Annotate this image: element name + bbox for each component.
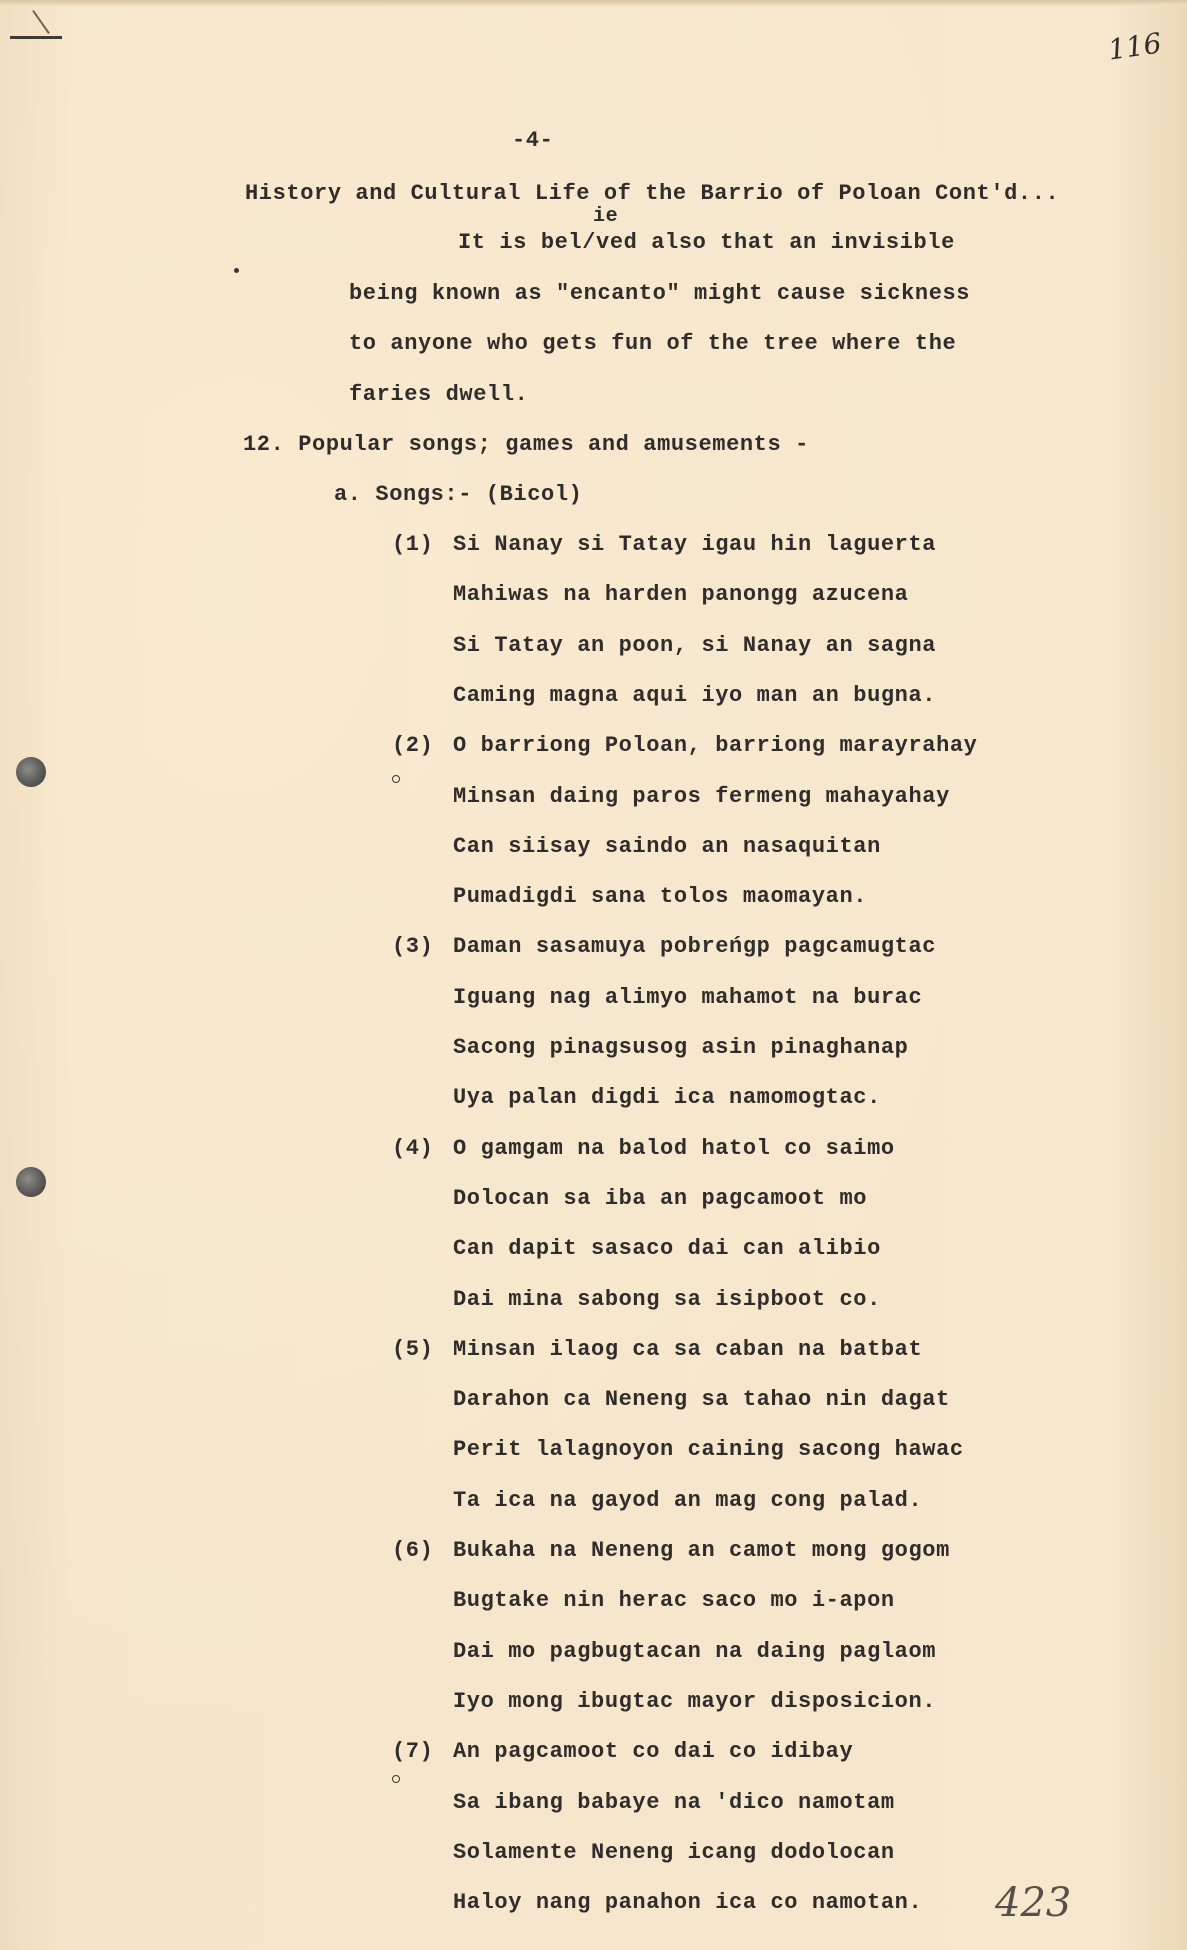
page-header-title: History and Cultural Life of the Barrio of Poloan Cont'd... xyxy=(245,181,1060,206)
song-line: Uya palan digdi ica namomogtac. xyxy=(453,1085,881,1110)
typed-correction: ie xyxy=(593,205,619,228)
ink-circle-mark xyxy=(392,1775,400,1783)
handwritten-folio-number: 116 xyxy=(1105,26,1164,67)
song-number: (3) xyxy=(392,934,434,960)
song-line: Mahiwas na harden panongg azucena xyxy=(453,582,909,607)
song-line: Daman sasamuya pobreńgp pagcamugtac xyxy=(453,934,937,959)
ink-dot xyxy=(234,268,239,273)
handwritten-page-stamp: 423 xyxy=(995,1880,1072,1926)
song-line: Dolocan sa iba an pagcamoot mo xyxy=(453,1186,868,1211)
song-line: Can dapit sasaco dai can alibio xyxy=(453,1236,881,1261)
binder-hole-icon xyxy=(16,757,46,787)
intro-line: to anyone who gets fun of the tree where the xyxy=(349,331,957,356)
song-line: Ta ica na gayod an mag cong palad. xyxy=(453,1488,923,1513)
corner-ink-mark xyxy=(10,36,62,39)
song-number: (7) xyxy=(392,1739,434,1765)
song-line: Sa ibang babaye na 'dico namotam xyxy=(453,1790,895,1815)
binder-hole-icon xyxy=(16,1167,46,1197)
song-line: Iyo mong ibugtac mayor disposicion. xyxy=(453,1689,937,1714)
song-line: Sacong pinagsusog asin pinaghanap xyxy=(453,1035,909,1060)
song-line: Perit lalagnoyon caining sacong hawac xyxy=(453,1437,964,1462)
song-number: (1) xyxy=(392,532,434,557)
intro-line: faries dwell. xyxy=(349,382,529,407)
song-line: Minsan ilaog ca sa caban na batbat xyxy=(453,1337,923,1362)
song-number: (2) xyxy=(392,733,434,759)
song-line: An pagcamoot co dai co idibay xyxy=(453,1739,854,1764)
section-subheading: a. Songs:- (Bicol) xyxy=(334,482,583,507)
song-line: Caming magna aqui iyo man an bugna. xyxy=(453,683,937,708)
intro-line: It is bel/ved also that an invisible xyxy=(458,230,955,255)
song-line: Darahon ca Neneng sa tahao nin dagat xyxy=(453,1387,950,1412)
song-line: Haloy nang panahon ica co namotan. xyxy=(453,1890,923,1915)
song-line: Minsan daing paros fermeng mahayahay xyxy=(453,784,950,809)
corner-ink-stroke xyxy=(32,10,50,34)
song-number: (5) xyxy=(392,1336,434,1362)
ink-circle-mark xyxy=(392,775,400,783)
song-line: Dai mina sabong sa isipboot co. xyxy=(453,1287,881,1312)
page-top-edge xyxy=(0,0,1187,6)
song-line: Si Nanay si Tatay igau hin laguerta xyxy=(453,532,937,557)
song-line: Solamente Neneng icang dodolocan xyxy=(453,1840,895,1865)
song-line: Can siisay saindo an nasaquitan xyxy=(453,834,881,859)
song-line: Pumadigdi sana tolos maomayan. xyxy=(453,884,868,909)
song-number: (6) xyxy=(392,1538,434,1563)
song-line: Bukaha na Neneng an camot mong gogom xyxy=(453,1538,950,1563)
section-heading: 12. Popular songs; games and amusements - xyxy=(243,432,809,457)
song-line: Si Tatay an poon, si Nanay an sagna xyxy=(453,633,937,658)
song-line: Bugtake nin herac saco mo i-apon xyxy=(453,1588,895,1613)
song-line: O gamgam na balod hatol co saimo xyxy=(453,1136,895,1161)
song-line: O barriong Poloan, barriong marayrahay xyxy=(453,733,978,758)
song-line: Dai mo pagbugtacan na daing paglaom xyxy=(453,1639,937,1664)
song-number: (4) xyxy=(392,1135,434,1161)
intro-line: being known as "encanto" might cause sickness xyxy=(349,281,971,306)
song-line: Iguang nag alimyo mahamot na burac xyxy=(453,985,923,1010)
page-number: -4- xyxy=(512,128,554,153)
